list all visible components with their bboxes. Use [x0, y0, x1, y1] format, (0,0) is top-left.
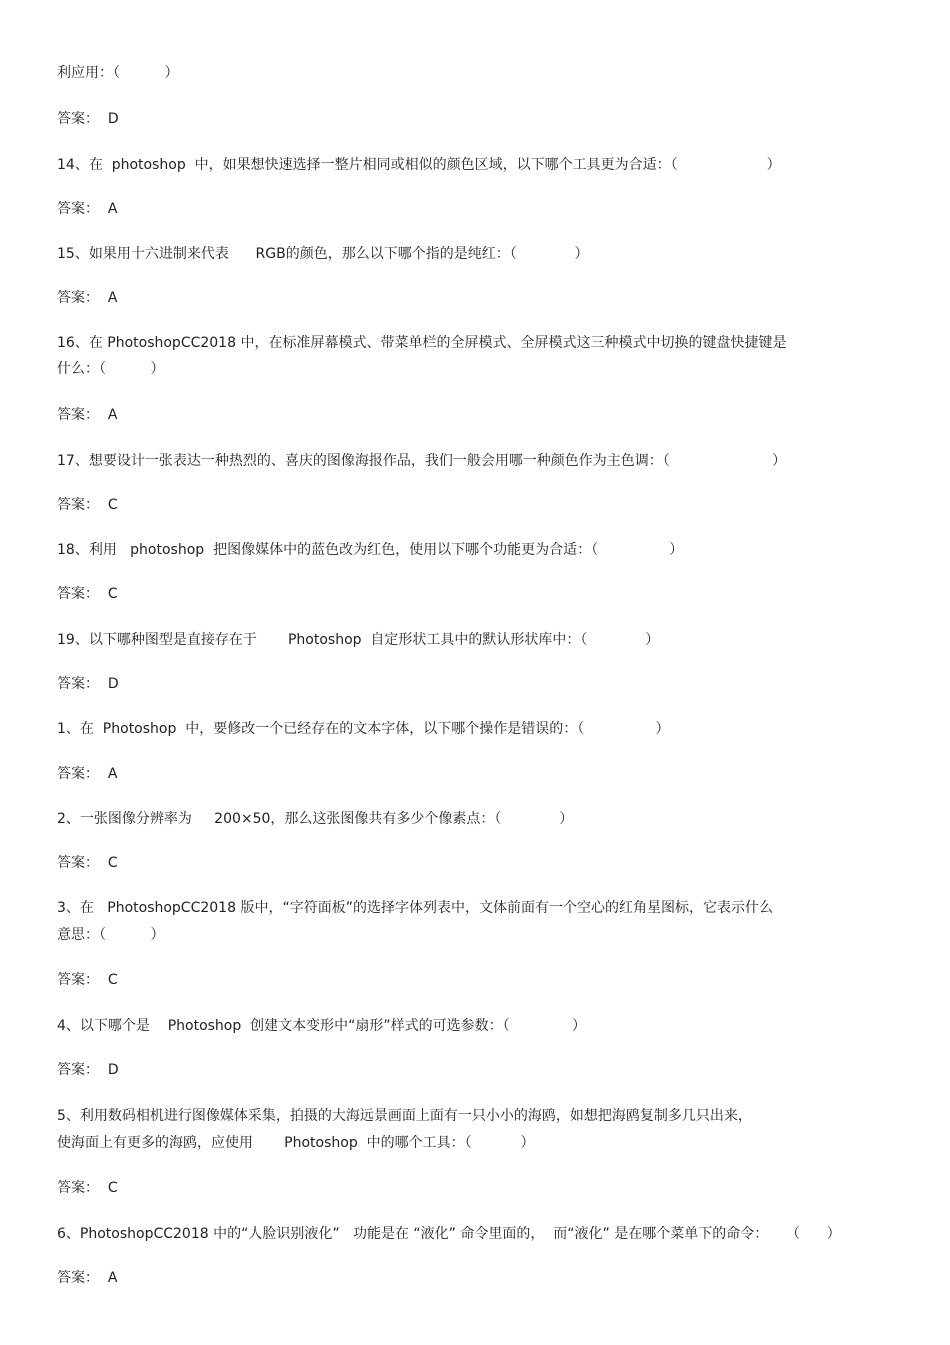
question-line: 17、想要设计一张表达一种热烈的、喜庆的图像海报作品，我们一般会用哪一种颜色作为主色调：（ ）	[57, 453, 787, 469]
question-line: 19、以下哪种图型是直接存在于 Photoshop 自定形状工具中的默认形状库中：（ ）	[57, 632, 660, 648]
answer-line: 答案： C	[57, 497, 118, 513]
answer-line: 答案： D	[57, 676, 119, 692]
question-line: 1、在 Photoshop 中，要修改一个已经存在的文本字体，以下哪个操作是错误的：（ ）	[57, 721, 670, 737]
question-line: 5、利用数码相机进行图像媒体采集，拍摄的大海远景画面上面有一只小小的海鸥，如想把海鸥复制多几只出来，	[57, 1108, 752, 1124]
answer-line: 答案： A	[57, 201, 118, 217]
question-line: 18、利用 photoshop 把图像媒体中的蓝色改为红色，使用以下哪个功能更为合适：（ ）	[57, 542, 684, 558]
question-line: 3、在 PhotoshopCC2018 版中，“字符面板”的选择字体列表中，文体前面有一个空心的红角星图标，它表示什么	[57, 900, 773, 916]
question-line: 16、在 PhotoshopCC2018 中，在标准屏幕模式、带菜单栏的全屏模式、全屏模式这三种模式中切换的键盘快捷键是	[57, 335, 787, 351]
text-line: 利应用：（ ）	[57, 65, 179, 81]
answer-line: 答案： C	[57, 855, 118, 871]
question-line: 15、如果用十六进制来代表 RGB的颜色，那么以下哪个指的是纯红：（ ）	[57, 246, 589, 262]
answer-line: 答案： C	[57, 972, 118, 988]
answer-line: 答案： C	[57, 586, 118, 602]
question-line-continued: 意思：（ ）	[57, 927, 165, 943]
question-line: 6、PhotoshopCC2018 中的“人脸识别液化” 功能是在 “液化” 命令里面的， 而“液化” 是在哪个菜单下的命令： （ ）	[57, 1226, 841, 1242]
answer-line: 答案： D	[57, 1062, 119, 1078]
answer-line: 答案： D	[57, 111, 119, 127]
answer-line: 答案： A	[57, 290, 118, 306]
question-line-continued: 什么：（ ）	[57, 361, 165, 377]
answer-line: 答案： A	[57, 1270, 118, 1286]
question-line-continued: 使海面上有更多的海鸥，应使用 Photoshop 中的哪个工具：（ ）	[57, 1135, 535, 1151]
answer-line: 答案： C	[57, 1180, 118, 1196]
answer-line: 答案： A	[57, 766, 118, 782]
question-line: 14、在 photoshop 中，如果想快速选择一整片相同或相似的颜色区域，以下哪个工具更为合适：（ ）	[57, 157, 781, 173]
question-line: 2、一张图像分辨率为 200×50，那么这张图像共有多少个像素点：（ ）	[57, 811, 574, 827]
answer-line: 答案： A	[57, 407, 118, 423]
question-line: 4、以下哪个是 Photoshop 创建文本变形中“扇形”样式的可选参数：（ ）	[57, 1018, 586, 1034]
